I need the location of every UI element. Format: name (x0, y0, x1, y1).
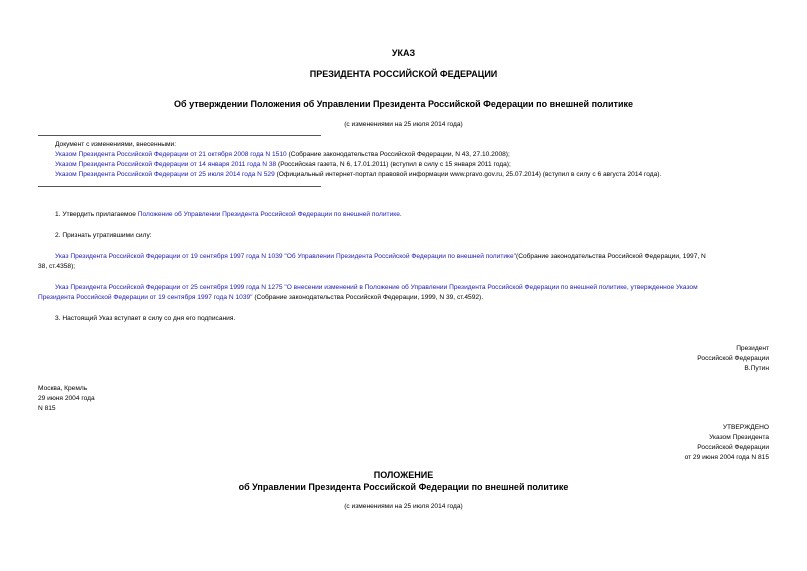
repealed-source: (Собрание законодательства Российской Федерации, 1999, N 39, ст.4592). (252, 294, 484, 301)
regulation-revision: (с изменениями на 25 июля 2014 года) (344, 503, 463, 510)
paragraph-1-text: 1. Утвердить прилагаемое (55, 211, 138, 218)
revision-note: (с изменениями на 25 июля 2014 года) (344, 121, 463, 128)
regulation-subtitle: об Управлении Президента Российской Федерации по внешней политике (238, 482, 569, 492)
decree-heading: Об утверждении Положения об Управлении Президента Российской Федерации по внешней политике (174, 99, 633, 109)
signature-name: В.Путин (744, 365, 769, 372)
repealed-item-1-cont: 38, ст.4358); (38, 263, 76, 270)
paragraph-1-end: . (399, 211, 402, 218)
change-item (55, 160, 511, 170)
signature-title-2: Российской Федерации (697, 355, 769, 362)
paragraph-2: 2. Признать утратившими силу: (55, 232, 152, 239)
approval-stamp: УТВЕРЖДЕНО (722, 424, 769, 431)
change-source: (Российская газета, N 6, 17.01.2011) (вступил в силу с 15 января 2011 года); (276, 161, 511, 168)
decree-subtitle: ПРЕЗИДЕНТА РОССИЙСКОЙ ФЕДЕРАЦИИ (309, 69, 498, 79)
change-item (55, 150, 510, 160)
change-source: (Официальный интернет-портал правовой информации www.pravo.gov.ru, 25.07.2014) (вступил в силу с 6 августа 2014 года). (274, 171, 662, 178)
decree-number: N 815 (38, 405, 56, 412)
change-source: (Собрание законодательства Российской Федерации, N 43, 27.10.2008); (286, 151, 510, 158)
repealed-item-1 (55, 252, 706, 262)
repealed-decree-link[interactable]: Президента Российской Федерации от 19 сентября 1997 года N 1039" (38, 294, 253, 301)
paragraph-3: 3. Настоящий Указ вступает в силу со дня его подписания. (55, 315, 236, 322)
repealed-source: (Собрание законодательства Российской Федерации, 1997, N (516, 253, 706, 260)
changes-intro: Документ с изменениями, внесенными: (55, 141, 177, 148)
change-link[interactable]: Указом Президента Российской Федерации от 14 января 2011 года N 38 (55, 161, 277, 168)
date: 29 июня 2004 года (38, 395, 95, 402)
decree-title: УКАЗ (391, 48, 416, 58)
paragraph-1 (55, 210, 402, 220)
approval-line-4: от 29 июня 2004 года N 815 (684, 454, 769, 461)
regulation-link[interactable]: Положение об Управлении Президента Российской Федерации по внешней политике (137, 211, 400, 218)
divider-bottom (38, 186, 321, 187)
change-link[interactable]: Указом Президента Российской Федерации от 21 октября 2008 года N 1510 (55, 151, 287, 158)
approval-line-2: Указом Президента (709, 434, 769, 441)
repealed-item-2-cont (38, 293, 483, 303)
approval-line-3: Российской Федерации (697, 444, 769, 451)
place: Москва, Кремль (38, 385, 88, 392)
change-item (55, 170, 661, 180)
divider-top (38, 135, 321, 136)
change-link[interactable]: Указом Президента Российской Федерации от 25 июля 2014 года N 529 (55, 171, 275, 178)
regulation-title: ПОЛОЖЕНИЕ (373, 470, 434, 480)
repealed-decree-link[interactable]: Указ Президента Российской Федерации от 25 сентября 1999 года N 1275 "О внесении изменений в Положение об Управлении Президента Российской Федерации по внешней политике, утвержденное Указом (55, 284, 698, 291)
repealed-item-2 (55, 283, 698, 293)
signature-title: Президент (736, 345, 769, 352)
repealed-decree-link[interactable]: Указ Президента Российской Федерации от 19 сентября 1997 года N 1039 "Об Управлении Президента Российской Федерации по внешней политике" (55, 253, 517, 260)
